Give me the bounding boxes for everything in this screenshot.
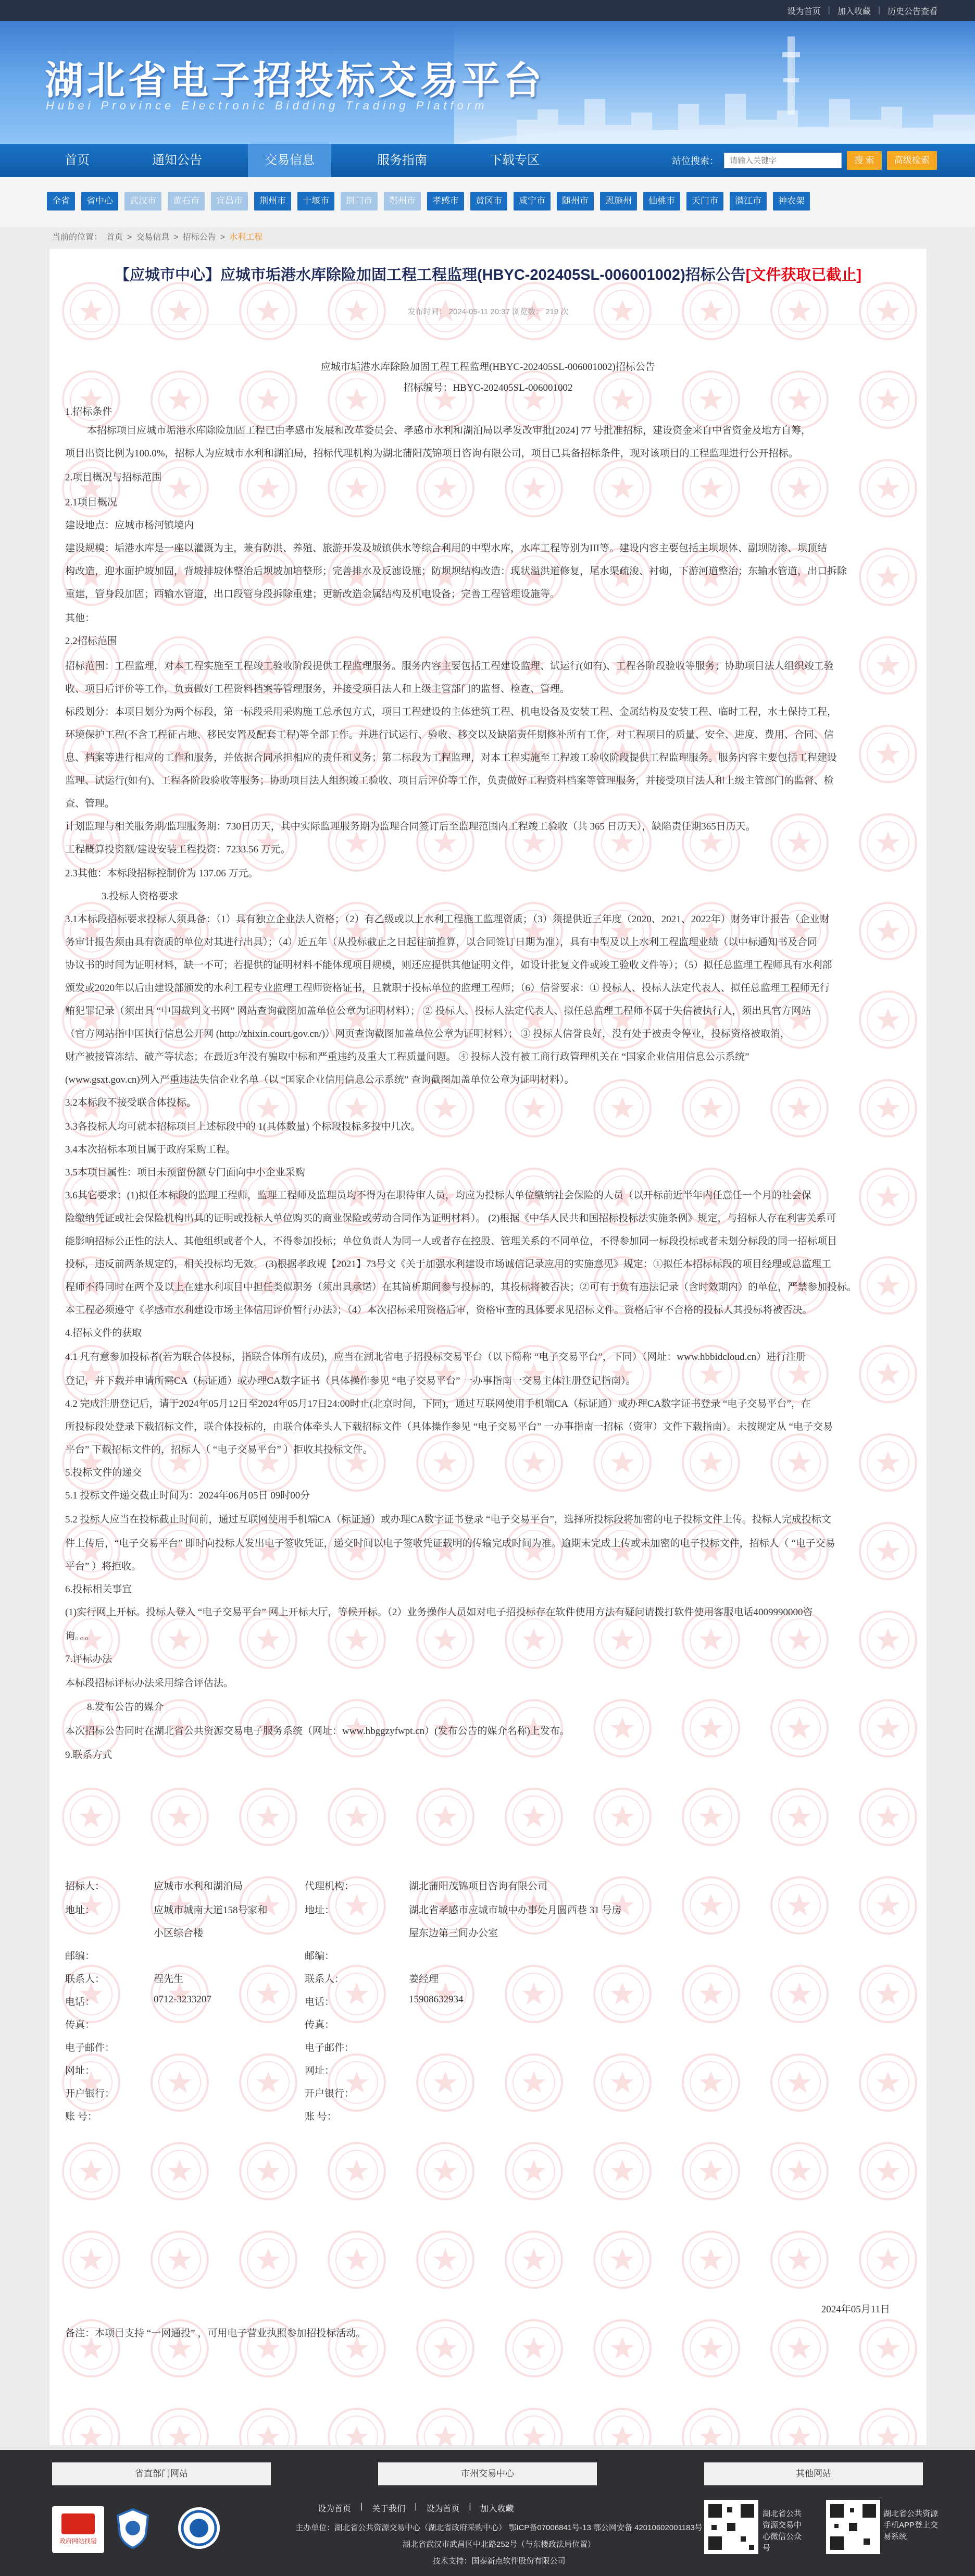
watermark-seal	[506, 2143, 562, 2199]
nav-item-service-guide[interactable]: 服务指南	[377, 153, 427, 167]
contact-value: 湖北省孝感市应城市城中办事处月圆西巷 31 号房	[409, 1905, 622, 1916]
top-links: 设为首页 | 加入收藏 | 历史公告查看	[788, 0, 938, 21]
nav-item-home[interactable]: 首页	[65, 153, 90, 167]
site-title: 湖北省电子招投标交易平台	[45, 59, 545, 102]
contact-value: 应城市城南大道158号家和	[154, 1905, 268, 1916]
region-tag[interactable]: 孝感市	[427, 192, 464, 210]
article-line: 2.3其他：本标段招标控制价为 137.06 万元。	[65, 868, 258, 879]
article-line: 所投标段处登录下载招标文件，联合体投标的，由联合体牵头人下载招标文件（具体操作参见 “电子交易平台” 一办事指南一招标（资审）文件下载指南）。未按规定从 “电子交易	[65, 1421, 833, 1432]
article-title	[49, 263, 927, 284]
breadcrumb-label: 当前的位置：	[52, 233, 103, 242]
watermark-seal	[329, 1789, 385, 1845]
watermark-seal	[329, 2054, 385, 2111]
article-line: 8.发布公告的媒介	[87, 1702, 164, 1713]
region-tag[interactable]: 黄冈市	[470, 192, 507, 210]
site-subtitle: Hubei Province Electronic Bidding Trading Platform	[46, 99, 488, 112]
article-line: 2.项目概况与招标范围	[65, 472, 162, 483]
contact-value: 姜经理	[409, 1974, 439, 1985]
article-line: 4.2 完成注册登记后，请于2024年05月12日至2024年05月17日24:00时止(北京时间，下同)，通过互联网使用手机端CA（标证通）或办理CA数字证书登录 “电子交易平台”，在	[65, 1398, 811, 1409]
watermark-seal	[63, 2409, 119, 2445]
provincial-sites-button[interactable]: 省直部门网站	[52, 2462, 271, 2485]
article-line: (www.gsxt.gov.cn)列入严重违法失信企业名单（以 “国家企业信用信息公示系统” 查询截图加盖单位公章为证明材料）。	[65, 1074, 574, 1085]
watermark-pattern	[49, 249, 927, 2445]
watermark-seal	[63, 2232, 119, 2288]
other-sites-button[interactable]: 其他网站	[704, 2462, 923, 2485]
watermark-seal	[506, 1789, 562, 1845]
contact-label: 网址：	[305, 2065, 335, 2076]
article-line: 平台” 下载招标文件的，招标人（ “电子交易平台” ）拒收其投标文件。	[65, 1444, 373, 1455]
article-line: 收、项目后评价等工作，负责做好工程资料档案等管理服务，并接受项目法人和上级主管部门的监督、检查、管理。	[65, 684, 570, 695]
contact-label: 电子邮件：	[305, 2042, 355, 2053]
watermark-seal	[240, 2232, 296, 2288]
watermark-seal	[329, 2143, 385, 2199]
article-meta: 发布时间： 2024-05-11 20:37 浏览数： 219 次	[407, 307, 569, 316]
history-link[interactable]: 历史公告查看	[887, 7, 938, 16]
watermark-seal	[860, 2054, 916, 2111]
region-tag[interactable]: 潜江市	[730, 192, 767, 210]
footer-host-info: 主办单位：湖北省公共资源交易中心（湖北省政府采购中心） 鄂ICP备07006841号-13 鄂公网安备 42010602001183号	[295, 2523, 703, 2532]
app-qr-caption: 湖北省公共资源手机APP登上交易系统	[883, 2509, 939, 2541]
header-banner	[0, 21, 975, 144]
article-line: 工程概算投资额/建设安装工程投资：7233.56 万元。	[65, 844, 291, 855]
contact-label: 电子邮件：	[65, 2042, 115, 2053]
watermark-seal	[240, 2409, 296, 2445]
wechat-qr-code	[704, 2500, 758, 2554]
watermark-seal	[152, 2143, 208, 2199]
article-line: 3.投标人资格要求	[102, 891, 179, 902]
breadcrumb: 当前的位置： 首页 > 交易信息 > 招标公告 > 水利工程	[52, 227, 262, 248]
contact-value: 应城市水利和湖泊局	[154, 1881, 243, 1892]
watermark-seal	[240, 2143, 296, 2199]
contact-label: 开户银行：	[305, 2088, 355, 2099]
article-line: 建设规模：垢港水库是一座以灌溉为主，兼有防洪、养殖、旅游开发及城镇供水等综合利用的中型水库，水库工程等别为III等。建设内容主要包括主坝坝体、副坝防渗、坝顶结	[65, 543, 827, 554]
footer-set-home-link[interactable]: 设为首页	[318, 2505, 352, 2513]
contact-label: 地址：	[305, 1905, 335, 1916]
city-centers-button[interactable]: 市州交易中心	[378, 2462, 597, 2485]
article-line: 建设地点：应城市杨河镇境内	[65, 520, 194, 531]
article-line: 询。。。	[65, 1631, 95, 1642]
article-line: 环境保护工程(不含工程征占地、移民安置及配套工程)等全部工作。并进行试运行、验收、移交以及缺陷责任期修补所有工作，对工程项目的质量、安全、进度、费用、合同、信	[65, 729, 834, 740]
watermark-seal	[417, 2232, 473, 2288]
region-tag[interactable]: 武汉市	[124, 192, 161, 210]
region-tag[interactable]: 省中心	[81, 192, 118, 210]
contact-label: 账 号：	[65, 2111, 97, 2122]
article-line: 计划监理与相关服务期/监理服务期：730日历天，其中实际监理服务期为监理合同签订后至监理范围内工程竣工验收（共 365 日历天），缺陷责任期365日历天。	[65, 821, 756, 832]
article-line: 1.招标条件	[65, 406, 113, 417]
watermark-seal	[771, 1877, 828, 1934]
contact-label: 电话：	[305, 1997, 335, 2008]
region-tag[interactable]: 黄石市	[168, 192, 205, 210]
article-line: 5.投标文件的递交	[65, 1467, 142, 1478]
article-line: 贿犯罪记录（须出具 “中国裁判文书网” 网站查询截图加盖单位公章为证明材料）； ② 投标人、投标人法定代表人、拟任总监理工程师不属于失信被执行人，须出具官方网站	[65, 1006, 811, 1017]
article-line: 4.1 凡有意参加投标者(若为联合体投标，指联合体所有成员)，应当在湖北省电子招投标交易平台（以下简称 “电子交易平台”，下同）（网址：www.hbbidcloud.cn）进行注册	[65, 1352, 806, 1363]
advanced-search-button[interactable]: 高级检索	[887, 151, 937, 170]
contact-value: 0712-3233207	[154, 1994, 211, 2005]
article-line: 程师不得同时在两个及以上在建水利项目中担任类似职务（须出具承诺）在其简析期间参与投标的，其投标将被否决；②可有于负有违法记录（含时效期内）的单位，严禁参加投标。	[65, 1282, 857, 1293]
article-line: 平台” ）将拒收。	[65, 1561, 142, 1572]
article-title-text: 【应城市中心】应城市垢港水库除险加固工程工程监理(HBYC-202405SL-006001002)招标公告	[114, 267, 746, 283]
notice-title-line: 应城市垢港水库除险加固工程工程监理(HBYC-202405SL-006001002)招标公告	[321, 362, 655, 373]
watermark-seal	[152, 2232, 208, 2288]
site-footer	[0, 2450, 975, 2576]
search-input[interactable]	[724, 153, 842, 168]
emblem-icon	[177, 2506, 221, 2550]
watermark-seal	[506, 1966, 562, 2022]
shield-icon	[115, 2507, 151, 2549]
search-label: 站位搜索：	[672, 156, 719, 166]
wechat-qr-caption: 湖北省公共资源交易中心微信公众号	[762, 2509, 802, 2553]
contact-value: 小区综合楼	[154, 1928, 204, 1939]
region-filter-bar	[0, 177, 975, 227]
watermark-seal	[417, 2409, 473, 2445]
article-line: 其他：	[65, 613, 95, 624]
watermark-seal	[594, 2143, 651, 2199]
contact-value: 屋东边第三间办公室	[409, 1928, 498, 1939]
article-line: 2.1项目概况	[65, 497, 117, 508]
contact-label: 地址：	[65, 1905, 95, 1916]
breadcrumb-current: 水利工程	[229, 233, 263, 242]
watermark-seal	[683, 2054, 739, 2111]
region-tag[interactable]: 荆州市	[254, 192, 291, 210]
contact-value: 15908632934	[409, 1994, 464, 2005]
article-line: 息、档案等进行相应的工作和服务，并依据合同承担相应的责任和义务；第二标段为工程监理，对本工程实施至工程竣工验收阶段提供工程监理服务。服务内容主要包括工程建设	[65, 752, 838, 763]
watermark-seal	[594, 2409, 651, 2445]
watermark-seal	[329, 2409, 385, 2445]
watermark-seal	[506, 2054, 562, 2111]
contact-label: 招标人：	[65, 1881, 105, 1892]
article-line: 7.评标办法	[65, 1654, 113, 1665]
contact-label: 传真：	[305, 2020, 335, 2030]
watermark-seal	[594, 2054, 651, 2111]
contact-value: 湖北蒲阳茂锦项目咨询有限公司	[409, 1881, 548, 1892]
article-line: 本标段招标评标办法采用综合评估法。	[65, 1678, 234, 1689]
file-status-flag: [文件获取已截止]	[745, 267, 862, 283]
footer-address: 湖北省武汉市武昌区中北路252号（与东楼政法局位置）	[402, 2540, 596, 2549]
article-line: 3.1本标段招标要求投标人须具备：（1）具有独立企业法人资格；（2）有乙级或以上水利工程施工监理资质；（3）须提供近三年度（2020、2021、2022年）财务审计报告（企业财	[65, 914, 830, 925]
article-line: 4.招标文件的获取	[65, 1328, 142, 1339]
top-bar	[0, 0, 975, 21]
footer-links: 设为首页 | 关于我们 | 设为首页 | 加入收藏	[318, 2502, 514, 2513]
watermark-seal	[594, 1966, 651, 2022]
article-line: 标段划分：本项目划分为两个标段，第一标段采用采购施工总承包方式，项目工程建设的主体建筑工程、机电设备及安装工程、金属结构及安装工程、临时工程，水土保持工程，	[65, 707, 838, 717]
region-tag[interactable]: 十堰市	[297, 192, 334, 210]
article-line: 9.联系方式	[65, 1750, 113, 1761]
article-line: 能影响招标公正性的法人、其他组织或者个人，不得参加投标；单位负责人为同一人或者存在控股、管理关系的不同单位，不得参加同一标段投标或者未划分标段的同一招标项目	[65, 1236, 838, 1247]
article-line: 险缴纳凭证或社会保险机构出具的证明或投标人单位购买的商业保险或劳动合同作为证明材料）。 (2)根据《中华人民共和国招标投标法实施条例》规定，与招标人存在利害关系可	[65, 1213, 836, 1224]
footer-favorite-link[interactable]: 加入收藏	[480, 2505, 514, 2513]
watermark-seal	[860, 2232, 916, 2288]
article-line: 财产被接管冻结、破产等状态；在最近3年没有骗取中标和严重违约及重大工程质量问题。 ④ 投标人没有被工商行政管理机关在 “国家企业信用信息公示系统”	[65, 1051, 749, 1062]
contact-label: 网址：	[65, 2065, 95, 2076]
watermark-seal	[860, 2409, 916, 2445]
article-line: 重建，管身段加固；西输水管道，出口段管身段拆除重建；更新改造金属结构及机电设备；完善工程管理设施等。	[65, 589, 560, 600]
contact-label: 账 号：	[305, 2111, 337, 2122]
article-panel	[49, 248, 927, 2446]
watermark-seal	[152, 1789, 208, 1845]
favorite-link[interactable]: 加入收藏	[837, 7, 871, 16]
article-line: (1)实行网上开标。投标人登入 “电子交易平台” 网上开标大厅，等候开标。（2）业务操作人员如对电子招投标存在软件使用方法有疑问请拨打软件使用客服电话4009990000咨	[65, 1607, 813, 1618]
watermark-seal	[860, 2143, 916, 2199]
region-tag[interactable]: 恩施州	[600, 192, 637, 210]
article-line: 5.2 投标人应当在投标截止时间前，通过互联网使用手机端CA（标证通）或办理CA数字证书登录 “电子交易平台”，选择所投标段将加密的电子投标文件上传。投标人完成投标文	[65, 1514, 831, 1525]
region-tag[interactable]: 神农架	[773, 192, 810, 210]
article-line: 6.投标相关事宜	[65, 1584, 132, 1595]
watermark-seal	[683, 2143, 739, 2199]
watermark-seal	[771, 2054, 828, 2111]
watermark-seal	[506, 2232, 562, 2288]
contact-label: 联系人：	[65, 1974, 105, 1985]
breadcrumb-trading-info[interactable]: 交易信息	[136, 233, 170, 242]
article-line: 务审计报告须由具有资质的单位对其进行出具）；（4）近五年（从投标截止之日起往前推算，以合同签订日期为准），具有中型及以上水利工程监理业绩（以中标通知书及合同	[65, 937, 818, 948]
gov-site-error-badge[interactable]: 政府网站找错	[52, 2506, 104, 2553]
article-line: 监理、试运行(如有)、工程各阶段验收等服务；协助项目法人组织竣工验收、项目后评价等工作，负责做好工程资料档案等管理服务，并接受项目法人和上级主管部门的监督、检	[65, 775, 834, 786]
watermark-seal	[771, 1789, 828, 1845]
watermark-seal	[152, 2054, 208, 2111]
article-line: 项目出资比例为100.0%，招标人为应城市水利和湖泊局，招标代理机构为湖北蒲阳茂锦项目咨询有限公司，项目已具备招标条件，现对该项目的工程监理进行公开招标。	[65, 448, 798, 459]
region-tag[interactable]: 咸宁市	[514, 192, 551, 210]
breadcrumb-tender-notice[interactable]: 招标公告	[182, 233, 216, 242]
article-line: 3.4本次招标本项目属于政府采购工程。	[65, 1144, 236, 1155]
watermark-seal	[240, 1789, 296, 1845]
article-line: 投标，违反前两条规定的，相关投标均无效。 (3)根据孝政规【2021】73号文《关于加强水利建设市场诚信记录应用的实施意见》规定：①拟任本招标标段的项目经理或总监理工	[65, 1259, 831, 1270]
main-nav	[0, 144, 975, 177]
article-line: 本次招标公告同时在湖北省公共资源交易电子服务系统（网址：www.hbggzyfwpt.cn）(发布公告的媒介名称)上发布。	[65, 1726, 570, 1737]
region-tag[interactable]: 宜昌市	[211, 192, 248, 210]
article-line: 登记，并下载并申请所需CA（标证通）或办理CA数字证书（具体操作参见 “电子交易平台” 一办事指南一交易主体注册登记指南）。	[65, 1376, 636, 1386]
watermark-seal	[329, 2232, 385, 2288]
contact-label: 电话：	[65, 1997, 95, 2008]
app-qr-code	[826, 2500, 880, 2554]
watermark-seal	[417, 1789, 473, 1845]
contact-label: 联系人：	[305, 1974, 345, 1985]
watermark-seal	[683, 1966, 739, 2022]
article-line: 3.3各投标人均可就本招标项目上述标段中的 1(具体数量) 个标段投标多投中几次。	[65, 1121, 421, 1132]
watermark-seal	[771, 2409, 828, 2445]
watermark-seal	[860, 1789, 916, 1845]
region-tag[interactable]: 鄂州市	[384, 192, 421, 210]
footer-about-link[interactable]: 关于我们	[372, 2505, 406, 2513]
article-line: 招标范围：工程监理，对本工程实施至工程竣工验收阶段提供工程监理服务。服务内容主要包括工程建设监理、试运行(如有)、工程各阶段验收等服务；协助项目法人组织竣工验	[65, 661, 834, 672]
article-line: 件上传后，“电子交易平台” 即时向投标人发出电子签收凭证，递交时间以电子签收凭证载明的传输完成时间为准。逾期未完成上传或未加密的电子投标文件，招标人（ “电子交易	[65, 1538, 835, 1549]
site-search	[672, 151, 937, 170]
watermark-seal	[683, 1789, 739, 1845]
watermark-seal	[771, 2143, 828, 2199]
watermark-seal	[771, 1966, 828, 2022]
article-line: 2.2招标范围	[65, 636, 117, 647]
article-line: 本招标项目应城市垢港水库除险加固工程已由孝感市发展和改革委员会、孝感市水利和湖泊局以孝发改审批[2024] 77 号批准招标，建设资金来自中省资金及地方自筹，	[87, 425, 811, 436]
nav-item-downloads[interactable]: 下载专区	[490, 153, 540, 167]
watermark-seal	[771, 2232, 828, 2288]
watermark-seal	[683, 2409, 739, 2445]
contact-label: 开户银行：	[65, 2088, 115, 2099]
article-line: 5.1 投标文件递交截止时间为：2024年06月05日 09时00分	[65, 1490, 310, 1501]
nav-item-trading-info[interactable]: 交易信息	[248, 144, 331, 177]
nav-item-notices[interactable]: 通知公告	[152, 153, 202, 167]
region-tag[interactable]: 天门市	[686, 192, 723, 210]
article-line: 3.5本项目属性：项目未预留份额专门面向中小企业采购	[65, 1167, 305, 1178]
article-line: 构改造，迎水面护坡加固，背坡排坡体整治后坝坡加培整形；完善排水及反滤设施；防坝坝结构改造：现状溢洪道修复，尾水渠疏浚、衬砌，下游河道整治；东输水管道，出口拆除	[65, 566, 847, 577]
watermark-seal	[683, 1877, 739, 1934]
set-home-link[interactable]: 设为首页	[787, 7, 821, 16]
article-line: 查、管理。	[65, 798, 115, 809]
contact-label: 代理机构：	[305, 1881, 355, 1892]
region-tag[interactable]: 全省	[47, 192, 75, 210]
region-tag[interactable]: 随州市	[557, 192, 594, 210]
footnote: 备注：本项目支持 “一网通投” ，可用电子营业执照参加招投标活动。	[65, 2328, 366, 2339]
article-line: 颁发或2020年以后由建设部颁发的水利工程专业监理工程师资格证书，且就职于投标单位的监理工程师；（6）信誉要求：① 投标人、投标人法定代表人、拟任总监理工程师无行	[65, 983, 830, 994]
article-line: 协议书的时间为证明材料，缺一不可；若提供的证明材料不能体现项目规模，则还应提供其他证明文件，如设计批复文件或竣工验收文件等）；（5）拟任总监理工程师具有水利部	[65, 960, 832, 971]
watermark-seal	[594, 2232, 651, 2288]
article-line: 3.6其它要求：(1)拟任本标段的监理工程师，监理工程师及监理员均不得为在职待审人员，均应为投标人单位缴纳社会保险的人员（以开标前近半年内任意任一个月的社会保	[65, 1190, 811, 1201]
footer-tech-support: 技术支持：国泰新点软件股份有限公司	[432, 2557, 566, 2566]
article-line: 本工程必须遵守《孝感市水利建设市场主体信用评价暂行办法》；（4）本次招标采用资格后审，资格审查的具体要求见招标文件。资格后审不合格的投标人其投标将被否决。	[65, 1305, 813, 1316]
article-line: 3.2本标段不接受联合体投标。	[65, 1097, 196, 1108]
watermark-seal	[417, 2054, 473, 2111]
article-line: （官方网站指中国执行信息公开网 (http://zhixin.court.gov.cn/)）网页查询截图加盖单位公章为证明材料）； ③ 投标人信誉良好，没有处于被责令停业，投标资格被取消，	[65, 1029, 791, 1039]
region-tag[interactable]: 仙桃市	[643, 192, 680, 210]
watermark-seal	[63, 2143, 119, 2199]
breadcrumb-home[interactable]: 首页	[106, 233, 123, 242]
watermark-seal	[240, 1966, 296, 2022]
watermark-seal	[860, 1877, 916, 1934]
contact-label: 传真：	[65, 2020, 95, 2030]
publish-date: 2024年05月11日	[821, 2304, 890, 2315]
region-tag[interactable]: 荆门市	[341, 192, 378, 210]
contact-label: 邮编：	[305, 1951, 335, 1962]
footer-home-link[interactable]: 设为首页	[426, 2505, 460, 2513]
watermark-seal	[506, 2409, 562, 2445]
search-button[interactable]: 搜 索	[847, 151, 882, 170]
watermark-seal	[240, 2054, 296, 2111]
watermark-seal	[63, 1789, 119, 1845]
notice-title-line: 招标编号：HBYC-202405SL-006001002	[403, 382, 573, 393]
watermark-seal	[594, 1789, 651, 1845]
contact-label: 邮编：	[65, 1951, 95, 1962]
watermark-seal	[152, 2409, 208, 2445]
watermark-seal	[860, 1966, 916, 2022]
region-tags	[47, 192, 810, 210]
watermark-seal	[683, 2232, 739, 2288]
contact-value: 程先生	[154, 1974, 184, 1985]
watermark-seal	[417, 2143, 473, 2199]
